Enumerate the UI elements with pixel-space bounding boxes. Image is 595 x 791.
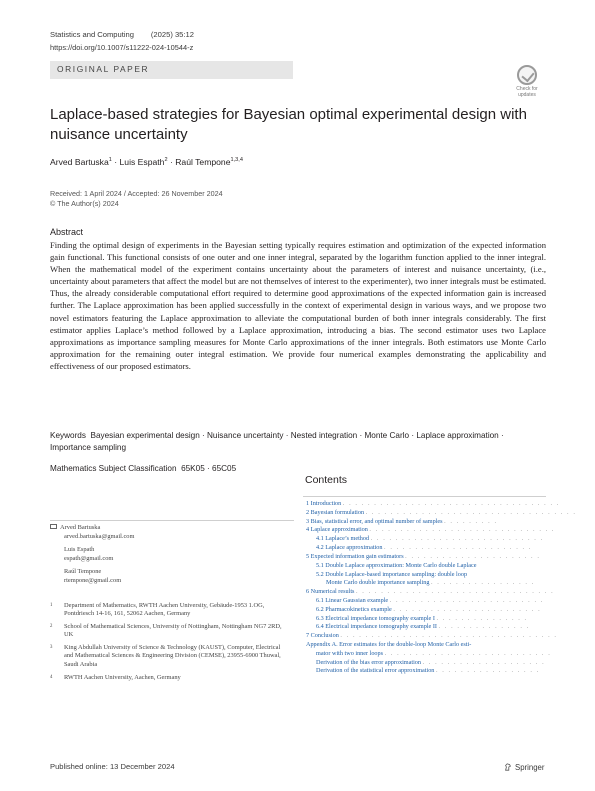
- author-affil-ref: 1,3,4: [230, 157, 243, 164]
- msc-codes: 65K05 · 65C05: [181, 464, 237, 473]
- author-name[interactable]: Arved Bartuska: [50, 157, 109, 167]
- springer-horse-icon: [504, 763, 512, 771]
- footnote-divider: [50, 520, 294, 521]
- correspondence-email[interactable]: arved.bartuska@gmail.com: [64, 532, 135, 540]
- affiliation: 3 King Abdullah University of Science & Technology (KAUST), Computer, Electrical and Mathematical Sciences & Engineering Division (CEMSE), 23955-6900 Thuwal, Saudi Arabia: [50, 644, 281, 668]
- check-for-updates-label: Check for updates: [516, 86, 538, 98]
- toc-item[interactable]: 6.2 Pharmacokinetics example . . . . . . . . . . . . . . . . . . . . . . . .: [316, 605, 542, 613]
- affiliation: 1 Department of Mathematics, RWTH Aachen University, Gebäude-1953 1.OG, Pontdriesch 14-16, 161, 52062 Aachen, Germany: [50, 602, 265, 618]
- author-name[interactable]: Raúl Tempone: [175, 157, 231, 167]
- toc-item[interactable]: 6 Numerical results . . . . . . . . . . . . . . . . . . . . . . . . . . . . . . . .: [306, 588, 555, 596]
- doi-link[interactable]: https://doi.org/10.1007/s11222-024-10544-z: [50, 43, 194, 52]
- keywords: [50, 430, 546, 454]
- affiliation: 4 RWTH Aachen University, Aachen, Germany: [50, 673, 181, 681]
- toc-item[interactable]: 5 Expected information gain estimators . . . . . . . . . . . . . . . . . . . . . .: [306, 552, 541, 560]
- correspondence-name: Arved Bartuska: [60, 524, 101, 531]
- toc-item[interactable]: 5.2 Double Laplace-based importance sampling: double loop: [316, 570, 468, 578]
- journal-header: [50, 30, 194, 39]
- correspondence-name: Raúl Tempone: [64, 568, 102, 576]
- toc-item[interactable]: 1 Introduction . . . . . . . . . . . . . . . . . . . . . . . . . . . . . . . . . . .: [306, 500, 560, 507]
- received-accepted: Received: 1 April 2024 / Accepted: 26 November 2024: [50, 189, 223, 198]
- correspondence-name: Luis Espath: [64, 546, 95, 554]
- article-type-label: ORIGINAL PAPER: [57, 64, 150, 74]
- correspondence-entry: [50, 546, 290, 563]
- journal-name: Statistics and Computing: [50, 30, 134, 39]
- toc-item[interactable]: 5.1 Double Laplace approximation: Monte Carlo double Laplace: [316, 561, 477, 569]
- keywords-label: Keywords: [50, 431, 86, 440]
- table-of-contents: [306, 500, 577, 676]
- toc-item[interactable]: 6.3 Electrical impedance tomography example I . . . . . . . . . . . . . . .: [316, 614, 528, 622]
- correspondence-entry: [50, 568, 290, 585]
- check-for-updates-icon: [517, 65, 537, 85]
- abstract-heading: Abstract: [50, 227, 84, 237]
- toc-item[interactable]: 7 Conclusion . . . . . . . . . . . . . . . . . . . . . . . . . . . . . . . . . . .: [306, 632, 558, 640]
- toc-item[interactable]: Monte Carlo double importance sampling . . . . . . . . . . . . . . . . .: [326, 579, 535, 587]
- envelope-icon: [50, 524, 57, 529]
- published-date: Published online: 13 December 2024: [50, 762, 175, 771]
- author-affil-ref: 2: [164, 157, 168, 164]
- toc-item[interactable]: 2 Bayesian formulation . . . . . . . . . . . . . . . . . . . . . . . . . . . . . . . . . .: [306, 508, 577, 516]
- toc-item[interactable]: 4.1 Laplace’s method . . . . . . . . . . . . . . . . . . . . . . . . . . . .: [316, 535, 544, 543]
- contents-heading: Contents: [305, 474, 348, 486]
- contents-divider: [303, 496, 546, 497]
- toc-item[interactable]: 4 Laplace approximation . . . . . . . . . . . . . . . . . . . . . . . . . . . . . .: [306, 526, 556, 534]
- author-separator: ·: [111, 157, 120, 167]
- correspondence-entry: [50, 524, 290, 541]
- affiliations: [50, 602, 290, 687]
- author-affil-ref: 1: [108, 157, 112, 164]
- author-name[interactable]: Luis Espath: [119, 157, 165, 167]
- author-list: [50, 157, 243, 167]
- article-dates: [50, 189, 223, 208]
- toc-item[interactable]: mator with two inner loops . . . . . . . . . . . . . . . . . . . . . . . . . . .: [316, 649, 552, 657]
- journal-volume: (2025) 35:12: [150, 30, 194, 39]
- copyright: © The Author(s) 2024: [50, 198, 119, 208]
- msc-label: Mathematics Subject Classification: [50, 464, 177, 473]
- abstract-text: Finding the optimal design of experiments in the Bayesian setting typically requires estimation and optimization of the expected information gain functional. This functional consists of one outer and one inner integral, separated by the logarithm function applied to the inner integral. When the mathematical model of the experiment contains uncertainty about the parameters of interest and nuisance uncertainty, (i.e., uncertainty about parameters that affect the model but are not themselves of interest to the experimenter), two inner integrals must be estimated. Thus, the already considerable computational effort required to determine good approximations of the expected information gain is increased further. The Laplace approximation has been applied successfully in the context of experimental design in various ways, and we propose two novel estimators featuring the Laplace approximation to alleviate the computational burden of both inner integrals considerably. The first estimator applies Laplace’s method followed by a Laplace approximation, introducing a bias. The second estimator uses two Laplace approximations as importance sampling measures for Monte Carlo approximations of the inner integrals. Both estimators use Monte Carlo approximation for the remaining outer integral estimation. We provide four numerical examples demonstrating the applicability and effectiveness of our proposed estimators.: [50, 240, 546, 371]
- correspondence-email[interactable]: rtempone@gmail.com: [64, 576, 122, 584]
- publisher-logo[interactable]: [504, 763, 544, 772]
- author-separator: ·: [167, 157, 176, 167]
- toc-item[interactable]: Derivation of the bias error approximation . . . . . . . . . . . . . . . . . . . .: [316, 658, 546, 666]
- check-for-updates-badge[interactable]: [510, 64, 544, 98]
- toc-item[interactable]: 4.2 Laplace approximation . . . . . . . . . . . . . . . . . . . . . . . .: [316, 544, 532, 552]
- correspondence-block: [50, 524, 290, 591]
- keywords-text: Bayesian experimental design · Nuisance uncertainty · Nested integration · Monte Carlo · Laplace approximation · Importance sampling: [50, 431, 504, 452]
- toc-item[interactable]: Appendix A. Error estimates for the double-loop Monte Carlo esti-: [306, 641, 472, 648]
- toc-item[interactable]: 6.1 Linear Gaussian example . . . . . . . . . . . . . . . . . . . . . . . . .: [316, 596, 544, 604]
- affiliation: 2 School of Mathematical Sciences, University of Nottingham, Nottingham NG7 2RD, UK: [50, 623, 282, 639]
- toc-item[interactable]: Derivation of the statistical error approximation . . . . . . . . . . . . . . . . .: [316, 667, 540, 675]
- correspondence-email[interactable]: espath@gmail.com: [64, 554, 114, 562]
- msc-classification: [50, 464, 236, 473]
- publisher-name: Springer: [515, 763, 545, 772]
- toc-item[interactable]: 3 Bias, statistical error, and optimal number of samples . . . . . . . . .: [306, 517, 498, 525]
- toc-item[interactable]: 6.4 Electrical impedance tomography example II . . . . . . . . . . . . . . .: [316, 623, 530, 631]
- article-title: Laplace-based strategies for Bayesian optimal experimental design with nuisance uncertainty: [50, 106, 527, 143]
